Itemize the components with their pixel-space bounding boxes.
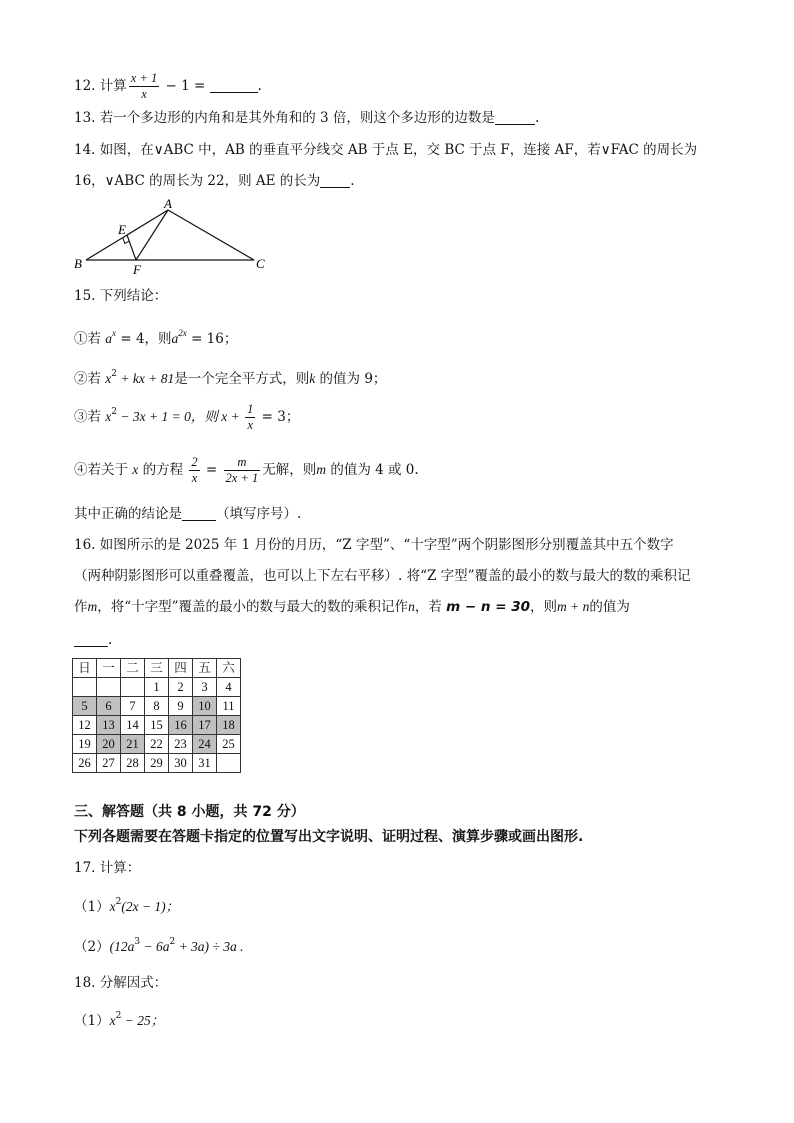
question-14-line-1: 14. 如图，在∨ABC 中，AB 的垂直平分线交 AB 于点 E，交 BC 于点 F，连接 AF，若∨FAC 的周长为 xyxy=(74,142,698,158)
question-13: 13. 若一个多边形的内角和是其外角和的 3 倍，则这个多边形的边数是 . xyxy=(74,110,540,126)
label-e: E xyxy=(118,222,126,237)
calendar-week-row xyxy=(73,697,241,716)
question-18-part-1: $(1)x^2 - 25$； xyxy=(74,1011,165,1029)
question-12: 12. 计算 $\frac{x + 1}{x}$ − 1 = . xyxy=(74,71,262,101)
label-f: F xyxy=(133,262,141,276)
label-c: C xyxy=(256,256,265,271)
calendar-day-cell: 1 xyxy=(145,678,169,697)
fraction: $\frac{x + 1}{x}$ xyxy=(130,71,158,101)
calendar-day-cell: 29 xyxy=(145,754,169,773)
label-a: A xyxy=(164,196,172,211)
section-3-instruction: 下列各题需要在答题卡指定的位置写出文字说明、证明过程、演算步骤或画出图形. xyxy=(74,829,584,845)
fraction: $\frac{m}{2x + 1}$ xyxy=(225,455,259,485)
calendar-day-cell: 9 xyxy=(169,697,193,716)
calendar-header-cell: 六 xyxy=(217,659,241,678)
question-15-intro: 15. 下列结论： xyxy=(74,288,168,304)
calendar-day-cell: 21 xyxy=(121,735,145,754)
calendar-day-cell: 10 xyxy=(193,697,217,716)
question-14-line-2: 16，∨ABC 的周长为 22，则 AE 的长为 . xyxy=(74,173,355,189)
calendar-day-cell: 30 xyxy=(169,754,193,773)
calendar-day-cell: 22 xyxy=(145,735,169,754)
label-b: B xyxy=(74,256,82,271)
calendar-day-cell xyxy=(121,678,145,697)
answer-blank xyxy=(182,506,216,521)
calendar-header-cell: 四 xyxy=(169,659,193,678)
calendar-day-cell: 17 xyxy=(193,716,217,735)
calendar-day-cell: 12 xyxy=(73,716,97,735)
calendar-day-cell: 13 xyxy=(97,716,121,735)
question-16-line-2: （两种阴影图形可以重叠覆盖，也可以上下左右平移）. 将“Z 字型”覆盖的最小的数与最大的数的乘积记 xyxy=(74,568,691,584)
question-15-statement-3: ③若 $x^2 - 3x + 1 = 0$，则 x + $\frac{1}{x}$ = 3； xyxy=(74,402,300,432)
question-16-line-3: 作m，将“十字型”覆盖的最小的数与最大的数的乘积记作n，若 m − n = 30，则m + n的值为 xyxy=(74,599,630,615)
fraction: $\frac{1}{x}$ xyxy=(247,402,254,432)
calendar-day-cell: 8 xyxy=(145,697,169,716)
question-17-title: 17. 计算： xyxy=(74,860,141,876)
calendar-header-cell: 五 xyxy=(193,659,217,678)
calendar-week-row xyxy=(73,735,241,754)
question-18-title: 18. 分解因式： xyxy=(74,975,168,991)
calendar-header-row xyxy=(73,659,241,678)
segment-af xyxy=(136,210,168,260)
calendar-week-row xyxy=(73,678,241,697)
calendar-day-cell: 27 xyxy=(97,754,121,773)
calendar-day-cell: 24 xyxy=(193,735,217,754)
calendar-day-cell: 2 xyxy=(169,678,193,697)
question-15-statement-4: ④若关于 x 的方程 $\frac{2}{x}$ = $\frac{m}{2x + 1}$ 无解，则m 的值为 4 或 0. xyxy=(74,455,419,485)
calendar-header-cell: 日 xyxy=(73,659,97,678)
question-15-conclusion: 其中正确的结论是 （填写序号）. xyxy=(74,506,302,522)
calendar-day-cell: 20 xyxy=(97,735,121,754)
calendar-day-cell: 5 xyxy=(73,697,97,716)
calendar-header-cell: 一 xyxy=(97,659,121,678)
calendar-day-cell: 19 xyxy=(73,735,97,754)
side-ac xyxy=(168,210,254,260)
question-15-statement-1: ①若 $a^x = 4$，则$a^{2x} = 16$； xyxy=(74,328,238,347)
calendar-week-row xyxy=(73,754,241,773)
calendar-day-cell xyxy=(97,678,121,697)
calendar-day-cell: 4 xyxy=(217,678,241,697)
calendar-day-cell: 15 xyxy=(145,716,169,735)
triangle-figure xyxy=(70,194,280,276)
answer-blank xyxy=(74,632,108,647)
calendar-day-cell xyxy=(73,678,97,697)
calendar-day-cell: 11 xyxy=(217,697,241,716)
question-15-statement-2: ②若 $x^2$ + kx + 81是一个完全平方式，则k 的值为 9； xyxy=(74,369,387,387)
section-3-title: 三、解答题（共 8 小题，共 72 分） xyxy=(74,804,305,820)
answer-blank xyxy=(495,110,535,125)
calendar-week-row xyxy=(73,716,241,735)
calendar-day-cell: 25 xyxy=(217,735,241,754)
segment-ef xyxy=(127,235,136,260)
question-17-part-2: $(2)(12a^3 - 6a^2 + 3a) \div 3a$ . xyxy=(74,937,244,955)
calendar-day-cell: 3 xyxy=(193,678,217,697)
calendar-day-cell: 7 xyxy=(121,697,145,716)
question-17-part-1: $(1)x^2(2x - 1)$； xyxy=(74,897,180,915)
calendar-table xyxy=(72,658,241,773)
calendar-day-cell: 23 xyxy=(169,735,193,754)
fraction: $\frac{2}{x}$ xyxy=(191,455,198,485)
question-16-line-4: . xyxy=(74,630,112,650)
calendar-day-cell xyxy=(217,754,241,773)
calendar-day-cell: 31 xyxy=(193,754,217,773)
calendar-day-cell: 6 xyxy=(97,697,121,716)
question-16-line-1: 16. 如图所示的是 2025 年 1 月份的月历，“Z 字型”、“十字型”两个阴影图形分别覆盖其中五个数字 xyxy=(74,537,674,553)
calendar-header-cell: 二 xyxy=(121,659,145,678)
answer-blank xyxy=(210,78,258,93)
calendar-day-cell: 14 xyxy=(121,716,145,735)
calendar-day-cell: 28 xyxy=(121,754,145,773)
answer-blank xyxy=(320,173,350,188)
calendar-day-cell: 16 xyxy=(169,716,193,735)
calendar-day-cell: 18 xyxy=(217,716,241,735)
calendar-day-cell: 26 xyxy=(73,754,97,773)
calendar-header-cell: 三 xyxy=(145,659,169,678)
